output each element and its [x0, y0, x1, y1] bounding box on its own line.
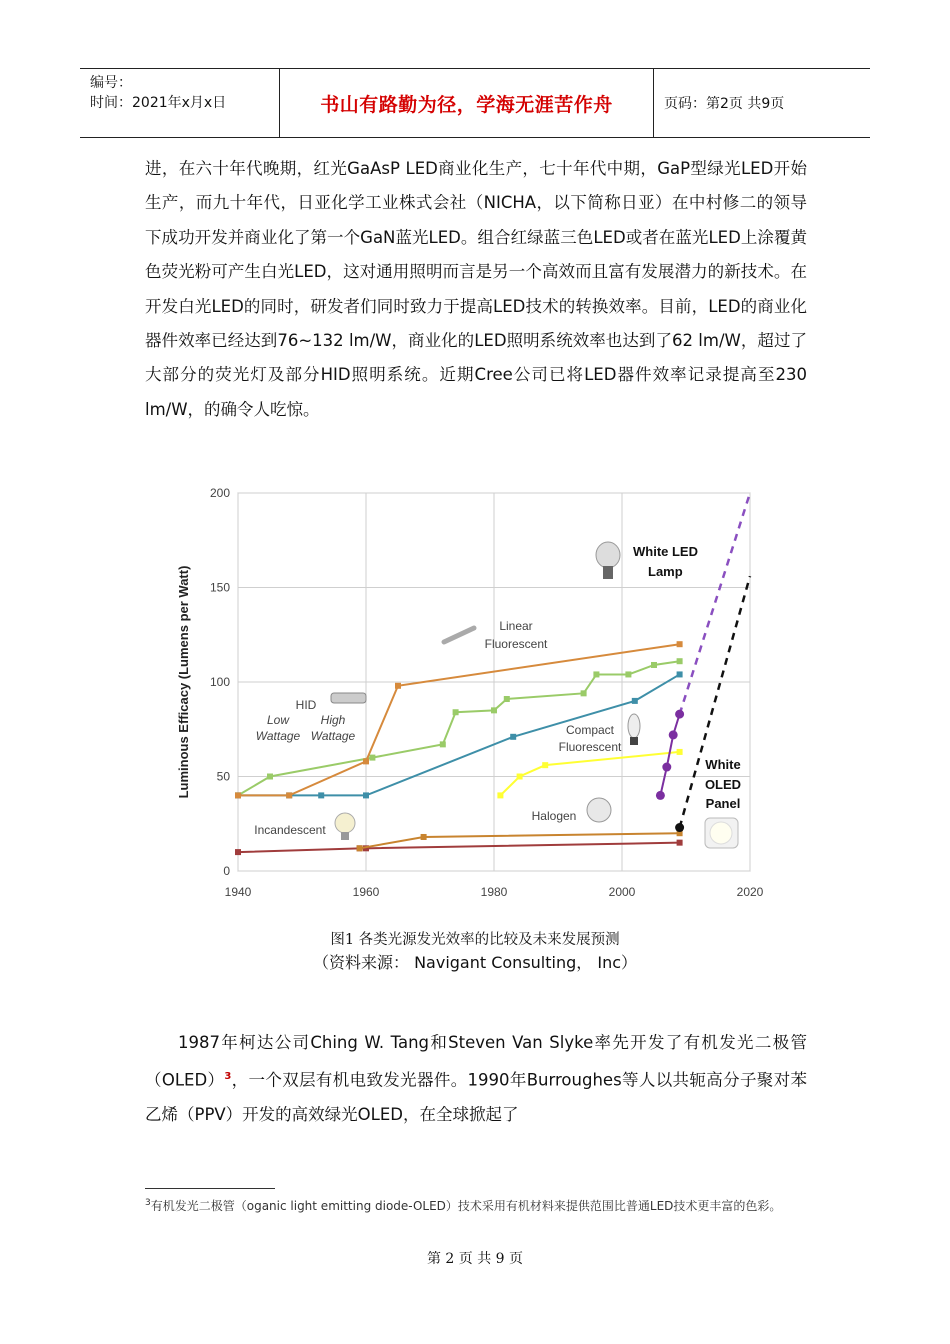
- data-point: [675, 823, 684, 832]
- data-point: [453, 709, 459, 715]
- x-tick-label: 2000: [608, 885, 636, 899]
- data-point: [677, 641, 683, 647]
- chart-annotation: White LED: [633, 544, 698, 559]
- data-point: [632, 698, 638, 704]
- header-left-cell: [80, 69, 280, 137]
- y-tick-label: 0: [223, 864, 230, 878]
- data-point: [677, 840, 683, 846]
- data-point: [440, 741, 446, 747]
- header-page-label: 页码：第2页 共9页: [664, 96, 785, 112]
- data-point: [542, 762, 548, 768]
- chart-annotation: Linear: [499, 619, 533, 633]
- data-point: [363, 758, 369, 764]
- data-point: [677, 749, 683, 755]
- paragraph-text-2: [145, 1026, 807, 1133]
- data-point: [235, 792, 241, 798]
- x-tick-label: 1980: [480, 885, 508, 899]
- data-point: [593, 671, 599, 677]
- data-point: [395, 683, 401, 689]
- header-motto: 书山有路勤为径，学海无涯苦作舟: [280, 69, 654, 137]
- efficacy-chart: [168, 478, 768, 908]
- data-point: [581, 690, 587, 696]
- data-point: [662, 763, 671, 772]
- footnote: [145, 1194, 809, 1216]
- incandescent-bulb-icon: [335, 813, 355, 833]
- doc-date-label: 时间：2021年x月x日: [90, 95, 227, 111]
- footnote-divider: [145, 1188, 275, 1189]
- data-point: [675, 710, 684, 719]
- data-point: [491, 707, 497, 713]
- data-point: [651, 662, 657, 668]
- footnote-text: 有机发光二极管（oganic light emitting diode-OLED）技术采用有机材料来提供范围比普通LED技术更丰富的色彩。: [150, 1199, 782, 1213]
- doc-code-label: 编号：: [90, 75, 132, 91]
- paragraph-2-part-1: 1987年柯达公司Ching W. Tang和Steven Van Slyke率先开发了有机发光二极管（OLED）: [145, 1033, 807, 1090]
- chart-annotation: White: [705, 757, 741, 772]
- figure-caption: 图1 各类光源发光效率的比较及未来发展预测: [330, 932, 620, 948]
- data-point: [669, 730, 678, 739]
- chart-annotation: Compact: [565, 723, 615, 737]
- data-point: [421, 834, 427, 840]
- page-header: [80, 68, 870, 138]
- data-point: [677, 671, 683, 677]
- hid-lamp-icon: [331, 693, 366, 703]
- footnote-ref-link[interactable]: 3: [224, 1071, 232, 1083]
- chart-annotation: Low: [266, 713, 290, 727]
- data-point: [497, 792, 503, 798]
- data-point: [357, 845, 363, 851]
- efficacy-chart-svg: [168, 478, 768, 908]
- x-tick-label: 1960: [352, 885, 380, 899]
- cfl-icon: [628, 714, 640, 738]
- data-point: [677, 658, 683, 664]
- chart-annotation: Wattage: [310, 729, 356, 743]
- chart-annotation: Wattage: [255, 729, 301, 743]
- chart-annotation: Halogen: [531, 809, 577, 823]
- data-point: [504, 696, 510, 702]
- y-tick-label: 50: [216, 769, 230, 784]
- y-tick-label: 100: [209, 675, 230, 689]
- chart-annotation: HID: [295, 698, 317, 712]
- footnote-number: 3: [145, 1198, 151, 1208]
- oled-panel-glow-icon: [710, 822, 732, 844]
- data-point: [286, 792, 292, 798]
- led-lamp-base-icon: [603, 566, 613, 579]
- chart-annotation: Lamp: [648, 564, 683, 579]
- chart-annotation: Fluorescent: [558, 740, 622, 754]
- data-point: [510, 734, 516, 740]
- body-paragraph-1: [145, 152, 807, 427]
- data-point: [369, 755, 375, 761]
- data-point: [517, 774, 523, 780]
- x-tick-label: 1940: [224, 885, 252, 899]
- x-tick-label: 2020: [736, 885, 764, 899]
- y-tick-label: 150: [209, 580, 230, 595]
- y-axis-label: Luminous Efficacy (Lumens per Watt): [176, 565, 191, 799]
- cfl-base-icon: [630, 737, 638, 745]
- data-point: [318, 792, 324, 798]
- halogen-icon: [587, 798, 611, 822]
- chart-annotation: High: [320, 713, 346, 727]
- page-footer-number: 第 2 页 共 9 页: [426, 1251, 524, 1267]
- data-point: [267, 774, 273, 780]
- data-point: [363, 792, 369, 798]
- chart-annotation: Incandescent: [254, 823, 326, 837]
- body-paragraph-2: [145, 1026, 807, 1133]
- incandescent-base-icon: [341, 832, 349, 840]
- led-lamp-icon: [596, 542, 620, 568]
- chart-annotation: Fluorescent: [484, 637, 548, 651]
- data-point: [656, 791, 665, 800]
- data-point: [235, 849, 241, 855]
- paragraph-2-part-2: ，一个双层有机电致发光器件。1990年Burroughes等人以共轭高分子聚对苯乙烯（PPV）开发的高效绿光OLED，在全球掀起了: [145, 1070, 807, 1125]
- chart-annotation: OLED: [704, 777, 742, 792]
- y-tick-label: 200: [209, 486, 230, 500]
- data-point: [625, 671, 631, 677]
- figure-source: （资料来源： Navigant Consulting， Inc）: [312, 953, 638, 972]
- paragraph-text: 进，在六十年代晚期，红光GaAsP LED商业化生产，七十年代中期，GaP型绿光LED开始生产，而九十年代，日亚化学工业株式会社（NICHA，以下简称日亚）在中村修二的领导下成功开发并商业化了第一个GaN蓝光LED。组合红绿蓝三色LED或者在蓝光LED上涂覆黄色荧光粉可产生白光LED，这对通用照明而言是另一个高效而且富有发展潜力的新技术。在开发白光LED的同时，研发者们同时致力于提高LED技术的转换效率。目前，LED的商业化器件效率已经达到76~132 lm/W，商业化的LED照明系统效率也达到了62 lm/W，超过了大部分的荧光灯及部分HID照明系统。近期Cree公司已将LED器件效率记录提高至230 lm/W，的确令人吃惊。: [145, 159, 807, 419]
- chart-annotation: Panel: [705, 796, 741, 811]
